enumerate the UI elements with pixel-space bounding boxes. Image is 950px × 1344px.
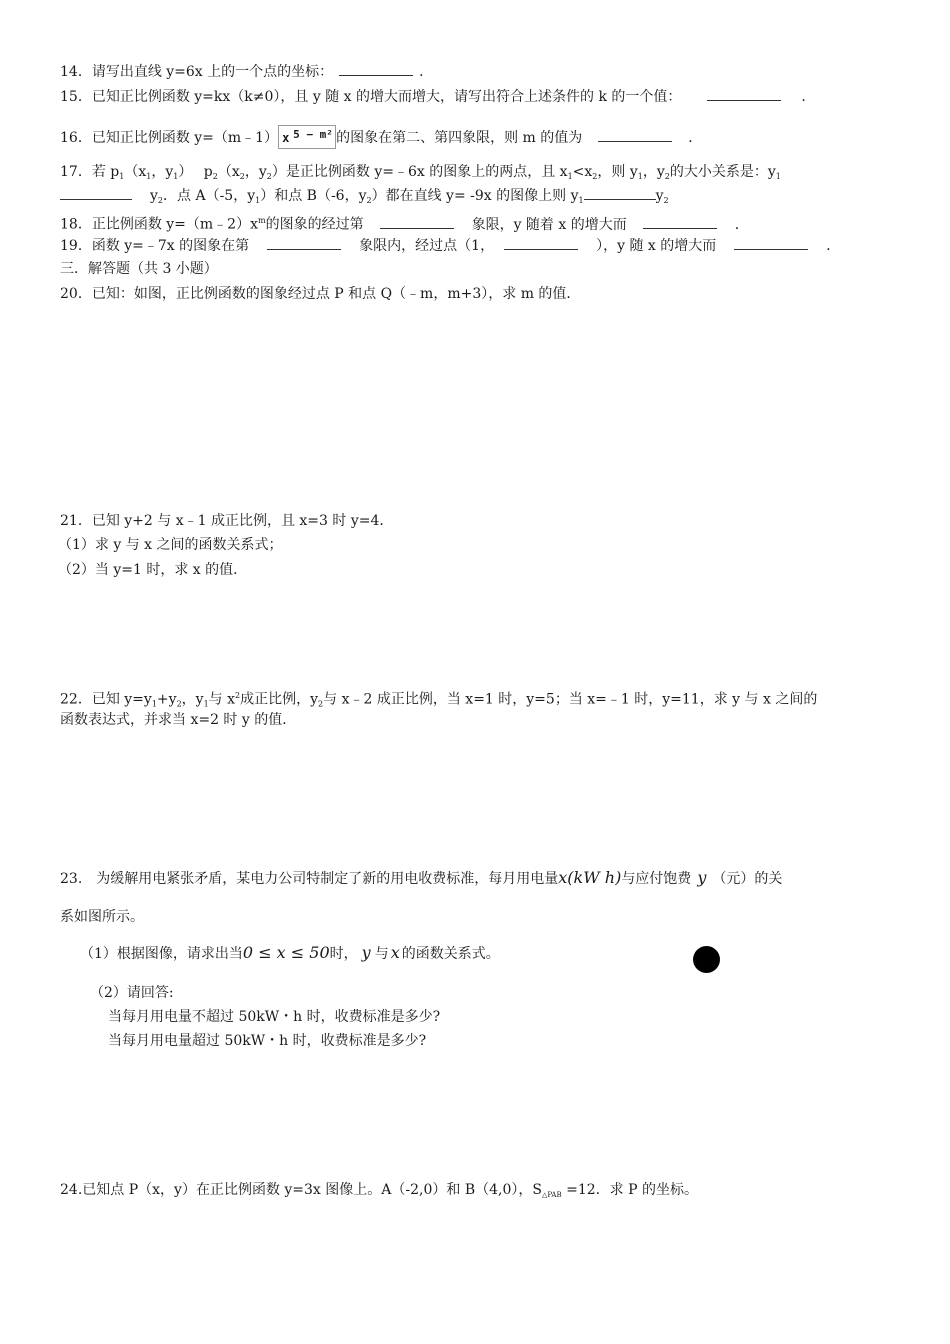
answer-blank[interactable] xyxy=(707,88,781,101)
question-18: 18．正比例函数 $y=(m﹣2)x^m$的图象的经过第 象限，y 随着 x 的增大而 ． xyxy=(60,216,749,233)
question-24: 24.已知点 P（x，y）在正比例函数 y=3x 图像上。A（-2,0）和 B（4,0），$S_{\triangle PAB} =12$．求 P 的坐标。 xyxy=(60,1182,698,1199)
question-22-line2: 函数表达式，并求当 x=2 时 y 的值． xyxy=(60,712,297,728)
answer-blank[interactable] xyxy=(643,216,717,229)
answer-blank[interactable] xyxy=(60,187,132,200)
question-20: 20．已知：如图，正比例函数的图象经过点 P 和点 Q（﹣m，m+3），求 m 的值． xyxy=(60,286,581,302)
black-dot-mark xyxy=(693,946,720,973)
question-14: 14．请写出直线 y=6x 上的一个点的坐标： ． xyxy=(60,64,434,80)
question-21-title: 21．已知 y+2 与 x﹣1 成正比例，且 x=3 时 y=4． xyxy=(60,513,394,529)
question-23-part2a: 当每月用电量不超过 50kW・h 时，收费标准是多少? xyxy=(108,1009,441,1025)
answer-blank[interactable] xyxy=(734,237,808,250)
answer-blank[interactable] xyxy=(380,216,454,229)
question-17-line2: $y_2$．点 A（-5，$y_1$）和点 B（-6，$y_2$）都在直线 y= -9x 的图像上则 $y_1$ $y_2$ xyxy=(60,187,669,210)
question-23-line2: 系如图所示。 xyxy=(60,909,144,925)
question-22-line1: 22．已知 $y=y_1+y_2$，$y_1$与 $x^2$成正比例，$y_2$与 x﹣2 成正比例，当 x=1 时，y=5；当 x=﹣1 时，y=11，求 y 与 x 之间的 xyxy=(60,691,818,709)
answer-blank[interactable] xyxy=(584,187,656,200)
question-17-line1: 17．若 $p_1(x_1$，$y_1$） $p_2(x_2$，$y_2$）是正比例函数 y=﹣6x 的图象上的两点，且 $x_1<x_2$，则 $y_1$，$y_2$的大小关系是：$y_1$ xyxy=(60,164,781,181)
question-23-part1: （1）根据图像，请求出当0 ≤ x ≤ 50时， y 与 x 的函数关系式。 xyxy=(80,943,500,962)
answer-blank[interactable] xyxy=(339,63,413,76)
answer-blank[interactable] xyxy=(267,237,341,250)
question-15: 15．已知正比例函数 y=kx（k≠0），且 y 随 x 的增大而增大，请写出符合上述条件的 k 的一个值： ． xyxy=(60,89,816,105)
answer-blank[interactable] xyxy=(598,129,672,142)
answer-blank[interactable] xyxy=(504,237,578,250)
section-heading: 三．解答题（共 3 小题） xyxy=(60,261,218,277)
exponent-formula-image: x 5 − m² xyxy=(278,125,336,149)
question-23-part2b: 当每月用电量超过 50kW・h 时，收费标准是多少? xyxy=(108,1033,427,1049)
question-23-line1: 23. 为缓解用电紧张矛盾，某电力公司特制定了新的用电收费标准，每月用电量x(kW h)与应付饱费 y （元）的关 xyxy=(60,868,783,887)
question-19: 19．函数 y=﹣7x 的图象在第 象限内，经过点（1， ），y 随 x 的增大而 ． xyxy=(60,238,841,254)
question-21-part1: （1）求 y 与 x 之间的函数关系式； xyxy=(58,537,283,553)
question-16: 16．已知正比例函数 y=（m﹣1） x 5 − m² 的图象在第二、第四象限，则 m 的值为 ． xyxy=(60,125,702,149)
question-23-part2: （2）请回答: xyxy=(90,985,174,1001)
question-21-part2: （2）当 y=1 时，求 x 的值． xyxy=(58,562,248,578)
